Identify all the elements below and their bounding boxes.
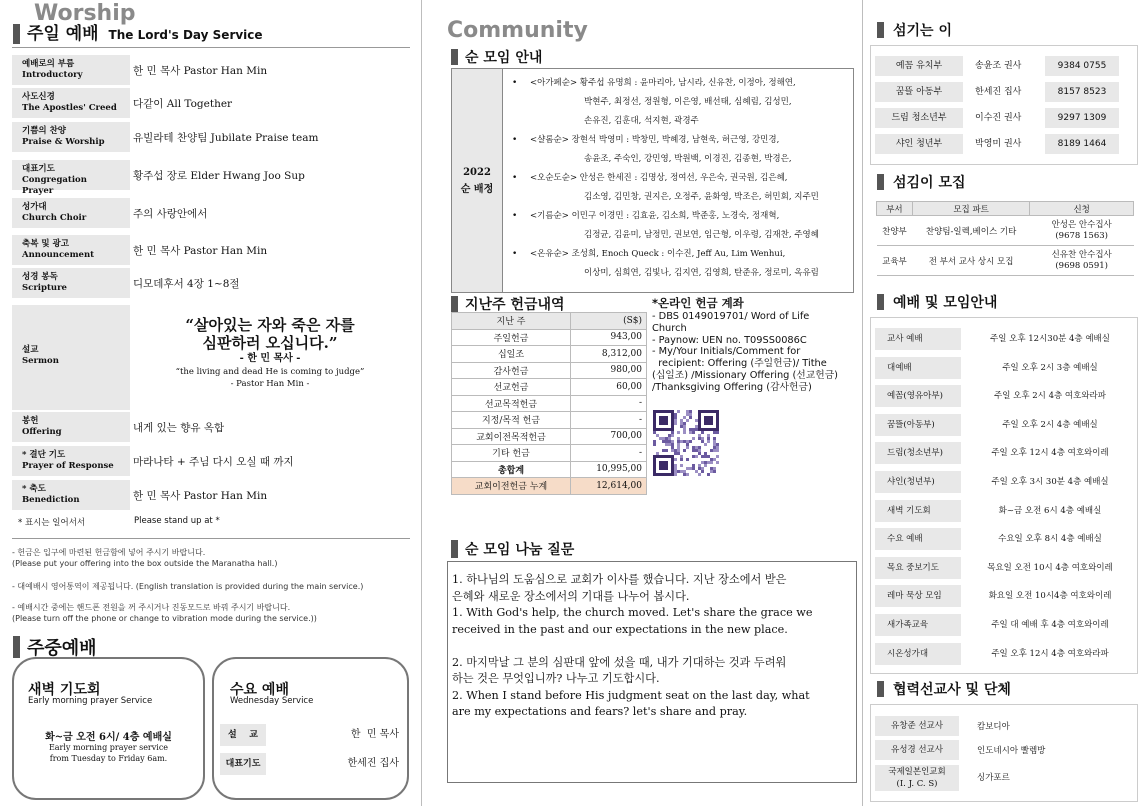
- group-line: 이상미, 심희연, 김빛나, 김지연, 김영희, 탄준유, 정로미, 옥유림: [584, 268, 819, 278]
- offering-label: 총합계: [452, 461, 571, 478]
- mission-location: 싱가포르: [977, 773, 1010, 783]
- offering-amount: 700,00: [571, 428, 647, 445]
- online-line: recipient: Offering (주일헌금)/ Tithe: [652, 358, 827, 370]
- sermon-block: [135, 316, 405, 390]
- online-lines: [652, 311, 857, 394]
- mission-name: 유성경 선교사: [875, 740, 959, 760]
- offering-header-cell: 지난 주: [452, 313, 571, 330]
- worship-title-ko: 주일 예배: [27, 24, 99, 44]
- offering-row: [452, 329, 647, 346]
- meeting-name: 시온성가대: [875, 643, 961, 665]
- question-title: 순 모임 나눔 질문: [465, 542, 575, 558]
- meeting-name: 대예배: [875, 357, 961, 379]
- bullet-icon: •: [512, 135, 518, 145]
- server-dept: 꿈뜰 아동부: [875, 82, 963, 102]
- group-line: 김소영, 김민창, 권지은, 오정주, 윤화영, 박조은, 허민회, 지주민: [584, 192, 819, 202]
- server-dept: 샤인 청년부: [875, 134, 963, 154]
- wed-title: 수요 예배: [230, 682, 289, 698]
- worship-title-en: The Lord's Day Service: [108, 28, 263, 42]
- offering-label: 주일헌금: [452, 329, 571, 346]
- server-dept: 예꼼 유치부: [875, 56, 963, 76]
- recruit-dept: 교육부: [877, 246, 913, 276]
- rule: [12, 47, 410, 48]
- service-item-label: 대표기도 Congregation Prayer: [12, 160, 130, 190]
- group-line: <기름순> 이민구 이경민 : 김효윤, 김소희, 박준홍, 노경숙, 정재혁,: [530, 211, 780, 221]
- server-phone: 8189 1464: [1045, 134, 1119, 154]
- question-line: 하는 것은 무엇입니까? 나누고 기도합시다.: [452, 672, 660, 685]
- service-item-value: 다같이 All Together: [133, 98, 233, 110]
- recruit-contact: 신유찬 안수집사 (9698 0591): [1030, 246, 1134, 276]
- service-item-value: 디모데후서 4장 1~8절: [133, 278, 240, 290]
- dawn-time-en2: from Tuesday to Friday 6am.: [49, 754, 168, 763]
- mission-location: 인도네시아 빨렘방: [977, 746, 1046, 756]
- section-bar: [451, 296, 458, 312]
- note-translation: - 대예배시 영어통역이 제공됩니다. (English translation is provided during the main service.): [12, 582, 364, 591]
- service-item-label: 예배로의 부름 Introductory: [12, 55, 130, 85]
- meeting-name: 예꼼(영유아부): [875, 385, 961, 407]
- mission-name: 유창준 선교사: [875, 716, 959, 736]
- meeting-time: 화~금 오전 6시 4층 예배실: [998, 505, 1102, 516]
- recruit-part: 찬양팀-일렉,베이스 기타: [912, 216, 1029, 246]
- question-line: 2. When I stand before His judgment seat on the last day, what: [452, 688, 810, 702]
- service-item-label: 성가대 Church Choir: [12, 198, 130, 228]
- section-bar: [451, 49, 458, 65]
- sermon-title-2: 심판하러 오십니다.”: [202, 334, 338, 352]
- offering-label: 교회이전헌금 누계: [452, 478, 571, 495]
- meeting-time: 주일 오후 12시30분 4층 예배실: [990, 334, 1110, 344]
- offering-header-cell: (S$): [571, 313, 647, 330]
- server-phone: 9384 0755: [1045, 56, 1119, 76]
- stand-note-en: Please stand up at *: [134, 516, 220, 526]
- section-bar: [451, 540, 458, 558]
- recruit-dept: 찬양부: [877, 216, 913, 246]
- service-item-value: 한 민 목사 Pastor Han Min: [133, 65, 268, 77]
- meeting-name: 드림(청소년부): [875, 442, 961, 464]
- recruit-part: 전 부서 교사 상시 모집: [912, 246, 1029, 276]
- meeting-name: 교사 예배: [875, 328, 961, 350]
- offering-amount: -: [571, 395, 647, 412]
- mission-name: 국제일본인교회 (I. J. C. S): [875, 765, 959, 791]
- online-line: (십일조) /Missionary Offering (선교헌금): [652, 369, 838, 381]
- bullet-icon: •: [512, 249, 518, 259]
- offering-row: [452, 478, 647, 495]
- offering-row: [452, 395, 647, 412]
- service-item-label: 기쁨의 찬양 Praise & Worship: [12, 122, 130, 152]
- offering-label: 지정/목적 헌금: [452, 412, 571, 429]
- dawn-sub: Early morning prayer Service: [28, 696, 153, 706]
- community-header: Community: [447, 18, 588, 43]
- offering-amount: 943,00: [571, 329, 647, 346]
- worship-title: [27, 22, 263, 47]
- note-offering: - 헌금은 입구에 마련된 헌금함에 넣어 주시기 바랍니다. (Please put your offering into the box outside the Maranatha hall.): [12, 548, 278, 568]
- question-line: 1. 하나님의 도움심으로 교회가 이사를 했습니다. 지난 장소에서 받은: [452, 573, 787, 586]
- service-item-label: * 결단 기도 Prayer of Response: [12, 446, 130, 476]
- mission-location: 캄보디아: [977, 722, 1010, 732]
- meeting-name: 꿈뜰(아동부): [875, 414, 961, 436]
- offering-label: 선교헌금: [452, 379, 571, 396]
- question-line: 은혜와 새로운 장소에서의 기대를 나누어 봅시다.: [452, 589, 690, 603]
- offering-row: [452, 428, 647, 445]
- note-phone: - 예배시간 중에는 핸드폰 전원을 꺼 주시거나 진동모드로 바꿔 주시기 바랍니다. (Please turn off the phone or change to vibration mode during the service.)): [12, 603, 317, 623]
- meeting-time: 주일 대 예배 후 4층 여호와이레: [991, 620, 1109, 630]
- sermon-preacher: - 한 민 목사 -: [239, 353, 301, 364]
- wed-r1-label: 설 교: [220, 724, 266, 746]
- service-item-label: 성경 봉독 Scripture: [12, 268, 130, 298]
- recruit-header-cell: 부서: [877, 202, 913, 216]
- sermon-label: 설교 Sermon: [12, 305, 130, 410]
- service-item-label: 축복 및 광고 Announcement: [12, 235, 130, 265]
- group-line: <샬롬순> 장현석 박영미 : 박창민, 박혜경, 남현욱, 허근영, 강민경,: [530, 135, 780, 145]
- dawn-card: [12, 657, 205, 800]
- section-bar: [13, 636, 20, 658]
- offering-row: [452, 412, 647, 429]
- offering-amount: 8,312,00: [571, 346, 647, 363]
- rule: [12, 538, 410, 539]
- offering-amount: 12,614,00: [571, 478, 647, 495]
- offering-row: [452, 445, 647, 462]
- group-line: <온유순> 조성희, Enoch Queck : 이수진, Jeff Au, Lim Wenhui,: [530, 249, 786, 259]
- online-line: - My/Your Initials/Comment for: [652, 346, 801, 358]
- service-item-value: 유빌라테 찬양팀 Jubilate Praise team: [133, 132, 319, 144]
- recruit-row: [877, 246, 1134, 276]
- qr-code-icon: [653, 410, 719, 476]
- group-line: <아가페순> 황주섭 유명희 : 윤마리아, 남시라, 신유찬, 이정아, 정해연,: [530, 78, 796, 88]
- group-line: 손유진, 김훈대, 석지현, 곽경주: [584, 116, 699, 126]
- meeting-time: 화요일 오전 10시4층 여호와이레: [988, 591, 1112, 602]
- sermon-preacher-en: - Pastor Han Min -: [230, 379, 310, 389]
- group-year-cell: 2022 순 배정: [452, 69, 503, 292]
- section-bar: [877, 22, 884, 38]
- offering-label: 교회이전목적헌금: [452, 428, 571, 445]
- bullet-icon: •: [512, 78, 518, 88]
- dawn-time: 화~금 오전 6시/ 4층 예배실: [45, 732, 172, 743]
- mission-title: 협력선교사 및 단체: [893, 682, 1011, 698]
- meeting-name: 목요 중보기도: [875, 557, 961, 579]
- dawn-time-en1: Early morning prayer service: [48, 743, 169, 752]
- meeting-time: 주일 오후 3시 30분 4층 예배실: [991, 477, 1109, 487]
- meeting-time: 목요일 오전 10시 4층 여호와이레: [987, 562, 1113, 573]
- online-line: - Paynow: UEN no. T09SS0086C: [652, 334, 807, 346]
- online-line: Church: [652, 322, 687, 334]
- server-phone: 9297 1309: [1045, 108, 1119, 128]
- meeting-time: 주일 오후 2시 4층 여호와라파: [994, 391, 1106, 402]
- online-line: - DBS 0149019701/ Word of Life: [652, 311, 810, 322]
- stand-note-ko: * 표시는 일어서서: [18, 518, 86, 528]
- group-line: 송윤조, 주숙인, 강민영, 박원백, 이경진, 김종현, 박경은,: [584, 154, 792, 164]
- meeting-time: 주일 오후 12시 4층 여호와라파: [991, 648, 1109, 659]
- service-item-value: 한 민 목사 Pastor Han Min: [133, 490, 268, 502]
- wednesday-card: [212, 657, 409, 800]
- meeting-time: 주일 오후 2시 3층 예배실: [1002, 362, 1098, 373]
- recruit-title: 섬김이 모집: [893, 175, 966, 191]
- dawn-title: 새벽 기도회: [28, 682, 101, 698]
- service-item-value: 한 민 목사 Pastor Han Min: [133, 245, 268, 257]
- meeting-time: 주일 오후 12시 4층 여호와이레: [991, 448, 1109, 459]
- offering-header-row: [452, 313, 647, 330]
- recruit-table: [876, 201, 1134, 276]
- recruit-row: [877, 216, 1134, 246]
- server-name: 박영미 권사: [975, 139, 1022, 149]
- sermon-title-1: “살아있는 자와 죽은 자를: [185, 316, 355, 334]
- server-phone: 8157 8523: [1045, 82, 1119, 102]
- recruit-header-row: [877, 202, 1134, 216]
- offering-title: 지난주 헌금내역: [465, 297, 565, 313]
- worship-header: Worship: [34, 1, 136, 26]
- service-item-label: 봉헌 Offering: [12, 412, 130, 442]
- online-line: /Thanksgiving Offering (감사헌금): [652, 381, 812, 393]
- offering-amount: 60,00: [571, 379, 647, 396]
- meeting-name: 레마 묵상 모임: [875, 585, 961, 607]
- sermon-title-en: “the living and dead He is coming to judge”: [175, 367, 365, 377]
- servers-title: 섬기는 이: [893, 23, 952, 39]
- question-line: received in the past and our expectations in the new place.: [452, 622, 788, 636]
- recruit-header-cell: 모집 파트: [912, 202, 1029, 216]
- offering-row: [452, 379, 647, 396]
- offering-row: [452, 346, 647, 363]
- meeting-name: 샤인(청년부): [875, 471, 961, 493]
- wed-r1-val: 한 민 목사: [350, 729, 399, 740]
- group-line: <오순도순> 안성은 한세진 : 김명상, 정여선, 우은숙, 권국원, 김은혜,: [530, 173, 788, 183]
- bullet-icon: •: [512, 211, 518, 221]
- meeting-name: 새가족교육: [875, 614, 961, 636]
- wed-r2-val: 한세진 집사: [347, 758, 399, 769]
- service-item-value: 주의 사랑안에서: [133, 208, 208, 220]
- offering-label: 십일조: [452, 346, 571, 363]
- recruit-contact: 안성은 안수집사 (9678 1563): [1030, 216, 1134, 246]
- offering-table: [451, 312, 647, 495]
- offering-amount: 10,995,00: [571, 461, 647, 478]
- offering-label: 기타 헌금: [452, 445, 571, 462]
- service-item-label: 사도신경 The Apostles' Creed: [12, 88, 130, 118]
- question-line: [452, 638, 854, 655]
- offering-label: 선교목적헌금: [452, 395, 571, 412]
- group-title: 순 모임 안내: [465, 50, 543, 66]
- server-name: 송윤조 권사: [975, 61, 1022, 71]
- offering-amount: -: [571, 445, 647, 462]
- offering-label: 감사헌금: [452, 362, 571, 379]
- meeting-name: 새벽 기도회: [875, 500, 961, 522]
- service-item-value: 마라나타 + 주님 다시 오실 때 까지: [133, 456, 294, 468]
- group-line: 박현주, 최정선, 정원형, 이은영, 배선태, 심혜림, 김성민,: [584, 97, 792, 107]
- question-line: 2. 마지막날 그 분의 심판대 앞에 섰을 때, 내가 기대하는 것과 두려워: [452, 655, 787, 669]
- divider-left: [421, 0, 422, 806]
- offering-amount: -: [571, 412, 647, 429]
- service-item-value: 황주섭 장로 Elder Hwang Joo Sup: [133, 170, 305, 182]
- divider-right: [862, 0, 863, 806]
- weekday-title: 주중예배: [27, 638, 97, 659]
- recruit-header-cell: 신청: [1030, 202, 1134, 216]
- server-name: 한세진 집사: [975, 87, 1022, 97]
- online-title: *온라인 헌금 계좌: [652, 296, 744, 310]
- wed-r2-label: 대표기도: [220, 753, 266, 775]
- service-item-label: * 축도 Benediction: [12, 480, 130, 510]
- question-line: are my expectations and fears? let's share and pray.: [452, 705, 748, 718]
- service-item-value: 내게 있는 향유 옥합: [133, 422, 225, 434]
- section-bar: [13, 24, 20, 44]
- meeting-time: 주일 오후 2시 4층 예배실: [1002, 419, 1098, 430]
- server-name: 이수진 권사: [975, 113, 1022, 123]
- section-bar: [877, 681, 884, 697]
- bullet-icon: •: [512, 173, 518, 183]
- section-bar: [877, 294, 884, 310]
- offering-row: [452, 362, 647, 379]
- meetings-title: 예배 및 모임안내: [893, 295, 998, 311]
- offering-row: [452, 461, 647, 478]
- wed-sub: Wednesday Service: [230, 696, 314, 706]
- question-line: 1. With God's help, the church moved. Let's share the grace we: [452, 606, 813, 619]
- group-line: 김정균, 김윤미, 남정민, 권보연, 임근형, 이우령, 김재찬, 주영혜: [584, 230, 819, 240]
- meeting-name: 수요 예배: [875, 528, 961, 550]
- question-lines: [452, 572, 854, 721]
- server-dept: 드림 청소년부: [875, 108, 963, 128]
- section-bar: [877, 174, 884, 190]
- offering-amount: 980,00: [571, 362, 647, 379]
- meeting-time: 수요일 오후 8시 4층 예배실: [998, 534, 1102, 545]
